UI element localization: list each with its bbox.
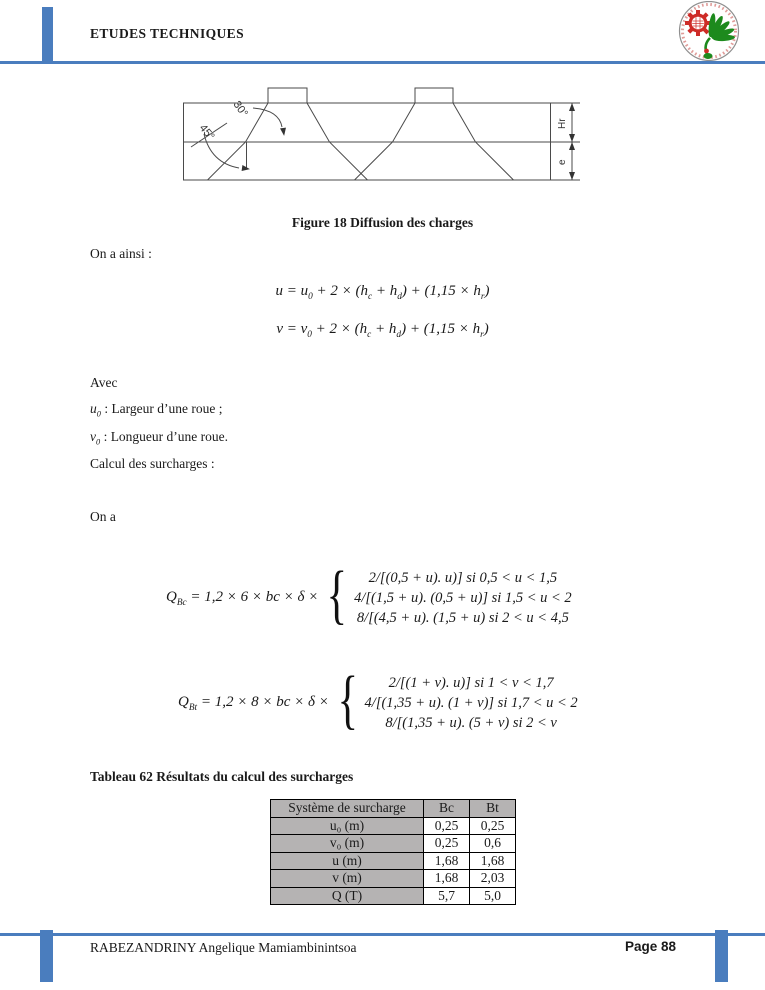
row-label: v (m) bbox=[271, 870, 424, 888]
header-left-bar bbox=[42, 7, 53, 61]
table-caption: Tableau 62 Résultats du calcul des surcharges bbox=[90, 769, 354, 784]
text-calcul-surcharges: Calcul des surcharges : bbox=[90, 456, 215, 471]
table-row bbox=[271, 870, 516, 888]
text-on-a: On a bbox=[90, 509, 116, 524]
v0-symbol: $v_0$ bbox=[90, 429, 101, 447]
qbt-case-2: 4/[(1,35 + u). (1 + v)] si 1,7 < u < 2 bbox=[364, 695, 578, 711]
formula-u: $u = u_0 + 2 \times (h_c + h_d) + (1,15 \times h_r)$ bbox=[275, 283, 490, 302]
footer-right-bar bbox=[715, 930, 728, 982]
formula-v: $v = v_0 + 2 \times (h_c + h_d) + (1,15 \times h_r)$ bbox=[276, 321, 489, 340]
formula-qbc bbox=[166, 558, 572, 631]
header-rule bbox=[0, 61, 765, 64]
qbc-head: $Q_{Bc} = 1,2 \times 6$ × bc × δ × bbox=[166, 588, 319, 608]
results-table bbox=[270, 799, 516, 905]
qbt-case-1: 2/[(1 + v). u)] si 1 < v < 1,7 bbox=[388, 675, 554, 691]
qbc-case-2: 4/[(1,5 + u). (0,5 + u)] si 1,5 < u < 2 bbox=[354, 590, 572, 606]
text-v0-definition bbox=[90, 429, 228, 447]
formula-qbt bbox=[178, 663, 578, 736]
u0-symbol: $u_0$ bbox=[90, 401, 101, 419]
angle-30-label: 30° bbox=[230, 98, 250, 120]
qbc-case-3: 8/[(4,5 + u). (1,5 + u) si 2 < u < 4,5 bbox=[356, 610, 569, 626]
qbc-cases bbox=[354, 568, 572, 628]
angle-45-label: 45° bbox=[196, 122, 217, 143]
footer-left-bar bbox=[40, 930, 53, 982]
cell-bc: 0,25 bbox=[424, 817, 470, 835]
table-header-system: Système de surcharge bbox=[271, 800, 424, 818]
cell-bc: 0,25 bbox=[424, 835, 470, 853]
table-header-bc: Bc bbox=[424, 800, 470, 818]
footer-rule bbox=[0, 933, 765, 936]
qbt-case-3: 8/[(1,35 + u). (5 + v) si 2 < v bbox=[385, 715, 557, 731]
table-header-row bbox=[271, 800, 516, 818]
cell-bc: 5,7 bbox=[424, 887, 470, 905]
text-avec: Avec bbox=[90, 375, 118, 390]
header-title: ETUDES TECHNIQUES bbox=[90, 26, 244, 41]
u0-definition-text: : Largeur d’une roue ; bbox=[100, 401, 223, 416]
cell-bt: 0,6 bbox=[470, 835, 516, 853]
footer-page-number: Page 88 bbox=[624, 939, 676, 954]
figure-caption: Figure 18 Diffusion des charges bbox=[291, 215, 474, 230]
e-dimension-label: e bbox=[557, 159, 568, 165]
cell-bt: 1,68 bbox=[470, 852, 516, 870]
cell-bt: 0,25 bbox=[470, 817, 516, 835]
table-header-bt: Bt bbox=[470, 800, 516, 818]
qbt-cases bbox=[365, 673, 578, 733]
row-label: Q (T) bbox=[271, 887, 424, 905]
row-label: v₀ (m) bbox=[271, 835, 424, 853]
load-diffusion-drawing bbox=[183, 86, 583, 184]
row-label: u (m) bbox=[271, 852, 424, 870]
qbc-case-1: 2/[(0,5 + u). u)] si 0,5 < u < 1,5 bbox=[368, 570, 558, 586]
row-label: u₀ (m) bbox=[271, 817, 424, 835]
table-row bbox=[271, 887, 516, 905]
qbc-brace: { bbox=[326, 558, 348, 631]
footer-author: RABEZANDRINY Angelique Mamiambinintsoa bbox=[90, 940, 357, 955]
table-row bbox=[271, 852, 516, 870]
cell-bt: 2,03 bbox=[470, 870, 516, 888]
cell-bc: 1,68 bbox=[424, 852, 470, 870]
hr-dimension-label: Hr bbox=[557, 118, 568, 129]
cell-bc: 1,68 bbox=[424, 870, 470, 888]
qbt-head: $Q_{Bt} = 1,2 \times 8$ × bc × δ × bbox=[178, 693, 329, 713]
table-row bbox=[271, 817, 516, 835]
school-logo-icon bbox=[677, 1, 741, 63]
cell-bt: 5,0 bbox=[470, 887, 516, 905]
text-u0-definition bbox=[90, 401, 223, 419]
v0-definition-text: : Longueur d’une roue. bbox=[100, 429, 229, 444]
qbt-brace: { bbox=[337, 663, 359, 736]
text-on-a-ainsi: On a ainsi : bbox=[90, 246, 152, 261]
table-row bbox=[271, 835, 516, 853]
